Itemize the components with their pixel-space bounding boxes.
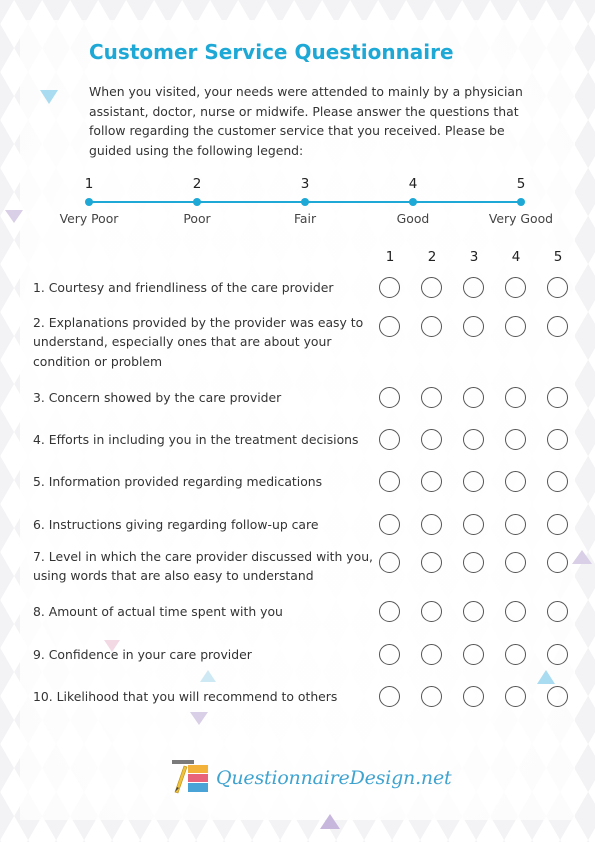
rating-radio-q7-2[interactable] <box>421 552 442 573</box>
rating-radio-q2-4[interactable] <box>505 316 526 337</box>
rating-radio-q3-4[interactable] <box>505 387 526 408</box>
rating-radio-q1-1[interactable] <box>379 277 400 298</box>
column-header: 5 <box>553 249 563 265</box>
decorative-triangle <box>200 670 216 682</box>
rating-radio-q2-5[interactable] <box>547 316 568 337</box>
decorative-triangle <box>190 712 208 725</box>
rating-radio-q7-5[interactable] <box>547 552 568 573</box>
logo-text: QuestionnaireDesign.net <box>216 767 452 789</box>
rating-radio-q9-3[interactable] <box>463 644 484 665</box>
column-header: 2 <box>427 249 437 265</box>
legend-number: 3 <box>300 176 310 192</box>
rating-radio-q8-2[interactable] <box>421 601 442 622</box>
rating-radio-q10-3[interactable] <box>463 686 484 707</box>
question-3: 3. Concern showed by the care provider <box>33 390 282 405</box>
rating-radio-q6-4[interactable] <box>505 514 526 535</box>
question-10: 10. Likelihood that you will recommend to others <box>33 689 338 704</box>
rating-radio-q8-1[interactable] <box>379 601 400 622</box>
rating-radio-q10-1[interactable] <box>379 686 400 707</box>
question-7: 7. Level in which the care provider discussed with you, using words that are also easy to understand <box>33 549 373 584</box>
rating-radio-q2-2[interactable] <box>421 316 442 337</box>
rating-radio-q3-5[interactable] <box>547 387 568 408</box>
rating-radio-q8-3[interactable] <box>463 601 484 622</box>
rating-radio-q5-4[interactable] <box>505 471 526 492</box>
rating-radio-q4-2[interactable] <box>421 429 442 450</box>
rating-radio-q5-3[interactable] <box>463 471 484 492</box>
rating-radio-q4-5[interactable] <box>547 429 568 450</box>
question-5: 5. Information provided regarding medications <box>33 474 323 489</box>
question-6: 6. Instructions giving regarding follow-up care <box>33 517 319 532</box>
legend-number: 4 <box>408 176 418 192</box>
rating-radio-q7-4[interactable] <box>505 552 526 573</box>
rating-radio-q8-4[interactable] <box>505 601 526 622</box>
rating-radio-q6-5[interactable] <box>547 514 568 535</box>
decorative-triangle <box>320 814 340 829</box>
rating-radio-q7-3[interactable] <box>463 552 484 573</box>
legend-label: Poor <box>183 211 211 226</box>
legend-number: 1 <box>84 176 94 192</box>
question-1: 1. Courtesy and friendliness of the care provider <box>33 280 334 295</box>
decorative-triangle <box>537 670 555 684</box>
rating-radio-q10-5[interactable] <box>547 686 568 707</box>
legend-number: 2 <box>192 176 202 192</box>
rating-radio-q3-1[interactable] <box>379 387 400 408</box>
legend-label: Very Good <box>488 211 554 226</box>
rating-radio-q1-2[interactable] <box>421 277 442 298</box>
rating-radio-q6-1[interactable] <box>379 514 400 535</box>
rating-radio-q9-4[interactable] <box>505 644 526 665</box>
legend-number: 5 <box>516 176 526 192</box>
rating-radio-q10-2[interactable] <box>421 686 442 707</box>
column-header: 3 <box>469 249 479 265</box>
decorative-triangle <box>572 550 592 564</box>
legend-label: Good <box>396 211 430 226</box>
rating-radio-q9-1[interactable] <box>379 644 400 665</box>
rating-radio-q4-3[interactable] <box>463 429 484 450</box>
rating-radio-q1-4[interactable] <box>505 277 526 298</box>
rating-radio-q5-1[interactable] <box>379 471 400 492</box>
rating-radio-q10-4[interactable] <box>505 686 526 707</box>
logo-icon <box>172 760 210 794</box>
decorative-triangle <box>40 90 58 104</box>
rating-radio-q4-1[interactable] <box>379 429 400 450</box>
question-4: 4. Efforts in including you in the treatment decisions <box>33 432 359 447</box>
rating-radio-q6-3[interactable] <box>463 514 484 535</box>
rating-radio-q6-2[interactable] <box>421 514 442 535</box>
question-8: 8. Amount of actual time spent with you <box>33 604 283 619</box>
column-header: 4 <box>511 249 521 265</box>
rating-radio-q7-1[interactable] <box>379 552 400 573</box>
rating-radio-q5-5[interactable] <box>547 471 568 492</box>
rating-radio-q1-3[interactable] <box>463 277 484 298</box>
rating-radio-q8-5[interactable] <box>547 601 568 622</box>
rating-radio-q9-2[interactable] <box>421 644 442 665</box>
rating-radio-q3-3[interactable] <box>463 387 484 408</box>
intro-paragraph: When you visited, your needs were attended to mainly by a physician assistant, doctor, nurse or midwife. Please answer the questions that follow regarding the customer service that you received. Please be guided using the following legend: <box>89 84 523 158</box>
rating-radio-q9-5[interactable] <box>547 644 568 665</box>
rating-radio-q3-2[interactable] <box>421 387 442 408</box>
rating-radio-q1-5[interactable] <box>547 277 568 298</box>
rating-radio-q2-3[interactable] <box>463 316 484 337</box>
rating-radio-q2-1[interactable] <box>379 316 400 337</box>
rating-radio-q5-2[interactable] <box>421 471 442 492</box>
question-9: 9. Confidence in your care provider <box>33 647 252 662</box>
page-title: Customer Service Questionnaire <box>89 40 454 64</box>
brand-logo <box>172 758 452 798</box>
question-2: 2. Explanations provided by the provider was easy to understand, especially ones that are about your condition or problem <box>33 315 364 369</box>
legend-label: Very Poor <box>59 211 119 226</box>
rating-radio-q4-4[interactable] <box>505 429 526 450</box>
column-header: 1 <box>385 249 395 265</box>
decorative-triangle <box>5 210 23 223</box>
legend-label: Fair <box>293 211 317 226</box>
